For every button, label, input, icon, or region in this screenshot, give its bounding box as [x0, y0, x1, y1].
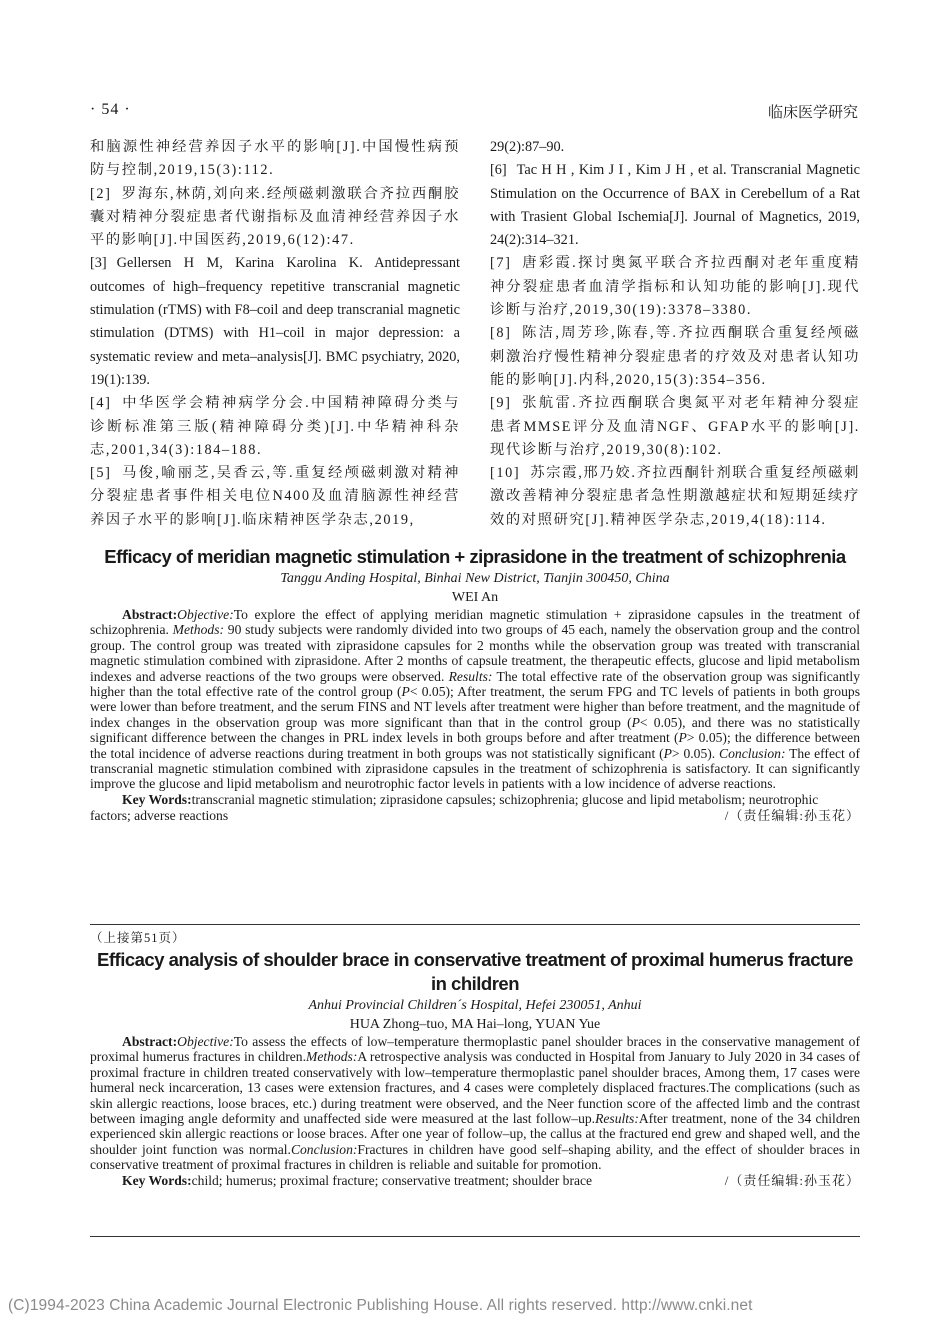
reference-number: [6]: [490, 162, 507, 179]
reference-text: 马俊,喻丽芝,吴香云,等.重复经颅磁刺激对精神分裂症患者事件相关电位N400及血清脑源性神经营养因子水平的影响[J].临床精神医学杂志,2019,: [90, 465, 460, 528]
methods-text: 90 study subjects were randomly divided into two groups of 45 each, namely the observation group and the control group. The control group was treated with ziprasidone capsules for 2 months while the observation group was treated with transcranial magnetic stimulation combined with ziprasidone. After 2 months of capsule treatment, the therapeutic effects, glucose and lipid metabolism indexes and adverse reactions of the two groups were observed.: [90, 622, 861, 684]
reference-item: [490, 159, 860, 252]
abstract-label: Abstract:: [122, 1034, 178, 1049]
results-text: < 0.05); After treatment, the serum FPG and TC levels of patients in both groups were lower than before treatment, and the serum FINS and NT levels after treatment were higher than before treatment, and the magnitude of index changes in the observation group was more significant than that in the control group (: [90, 684, 860, 730]
reference-number: [2]: [90, 185, 112, 202]
article-2-keywords: [90, 1173, 860, 1189]
reference-item: [490, 462, 860, 532]
article-2-english-abstract: [90, 948, 860, 1189]
reference-text: 29(2):87–90.: [490, 139, 565, 155]
continued-note: （上接第51页）: [90, 931, 186, 945]
reference-number: [10]: [490, 465, 521, 482]
conclusion-label: Conclusion:: [290, 1141, 358, 1157]
methods-label: Methods:: [306, 1049, 358, 1065]
methods-text: A retrospective analysis was conducted in Hospital from January to July 2020 in 34 cases of proximal fracture in children treated conservatively with low–temperature thermoplastic panel shoulder braces, Among them, 17 cases were humeral neck incarceration, 13 cases were extension fractures, and 4 cases were completely displaced fractures.The complications (such as skin allergic reactions, loose braces, etc.) during treatment were observed, and the Neer function score of the affected limb and the contrast between imaging angle deformity and unaffected side were measured at the last follow–up.: [90, 1049, 860, 1127]
editor-note: /（责任编辑:孙玉花）: [724, 807, 860, 823]
reference-text: Tac H H , Kim J I , Kim J H , et al. Transcranial Magnetic Stimulation on the Occurrence of BAX in Cerebellum of a Rat with Trasient Global Ischemia[J]. Journal of Magnetics, 2019, 24(2):314–321.: [490, 162, 860, 249]
page-number: · 54 ·: [90, 101, 131, 118]
article-1-affiliation: Tanggu Anding Hospital, Binhai New District, Tianjin 300450, China: [280, 571, 670, 586]
references-left-column: [90, 136, 460, 532]
reference-text: 中华医学会精神病学分会.中国精神障碍分类与诊断标准第三版(精神障碍分类)[J].中华精神科杂志,2001,34(3):184–188.: [90, 395, 460, 458]
reference-text: 唐彩霞.探讨奥氮平联合齐拉西酮对老年重度精神分裂症患者血清学指标和认知功能的影响[J].现代诊断与治疗,2019,30(19):3378–3380.: [490, 255, 860, 319]
article-2-abstract: [90, 1034, 860, 1173]
article-1-title: Efficacy of meridian magnetic stimulation + ziprasidone in the treatment of schizophrenia: [104, 546, 846, 567]
article-2-authors: HUA Zhong–tuo, MA Hai–long, YUAN Yue: [349, 1017, 601, 1032]
article-1-keywords: [90, 792, 860, 824]
reference-item: [490, 136, 860, 159]
conclusion-label: Conclusion:: [719, 745, 786, 761]
reference-item: [90, 136, 460, 183]
keywords-label: Key Words:: [122, 791, 192, 807]
objective-label: Objective:: [177, 607, 234, 622]
objective-label: Objective:: [177, 1034, 234, 1049]
methods-label: Methods:: [172, 622, 225, 638]
conclusion-text: The effect of transcranial magnetic stimulation combined with ziprasidone capsules in the treatment of schizophrenia is satisfactory. It can significantly improve the glucose and lipid metabolism and neurotrophic factor levels in patients with a low incidence of adverse reactions.: [90, 745, 860, 792]
section-divider: [90, 1236, 860, 1237]
keywords-label: Key Words:: [122, 1172, 192, 1188]
copyright-footer: (C)1994-2023 China Academic Journal Electronic Publishing House. All rights reserved. http://www.cnki.net: [8, 1297, 753, 1314]
keywords-text: transcranial magnetic stimulation; ziprasidone capsules; schizophrenia; glucose and lipid metabolism; neurotrophic factors; adverse reactions: [90, 791, 819, 823]
objective-text: To explore the effect of applying meridian magnetic stimulation + ziprasidone capsules in the treatment of schizophrenia.: [90, 607, 860, 638]
reference-text: 张航雷.齐拉西酮联合奥氮平对老年精神分裂症患者MMSE评分及血清NGF、GFAP水平的影响[J].现代诊断与治疗,2019,30(8):102.: [490, 395, 860, 458]
reference-item: [490, 392, 860, 462]
keywords-text: child; humerus; proximal fracture; conservative treatment; shoulder brace: [191, 1172, 593, 1188]
article-1-abstract: [90, 607, 860, 792]
p-symbol: P: [401, 684, 410, 700]
results-label: Results:: [448, 668, 493, 684]
reference-item: [90, 462, 460, 532]
abstract-label: Abstract:: [122, 607, 178, 622]
reference-item: [90, 252, 460, 392]
references-right-column: [490, 136, 860, 532]
results-label: Results:: [595, 1111, 639, 1127]
article-1-english-abstract: [90, 545, 860, 824]
article-2-title: Efficacy analysis of shoulder brace in conservative treatment of proximal humerus fracture in children: [97, 949, 853, 994]
results-text: < 0.05), and there was no statistically significant difference between the changes in PRL index levels in both groups before and after treatment (: [90, 714, 860, 746]
conclusion-text: Fractures in children have good self–shaping ability, and the effect of shoulder braces in conservative treatment of proximal fractures in children is reliable and suitable for promotion.: [90, 1141, 860, 1173]
p-symbol: P: [631, 714, 640, 730]
editor-note: /（责任编辑:孙玉花）: [724, 1172, 860, 1188]
reference-text: 陈洁,周芳珍,陈春,等.齐拉西酮联合重复经颅磁刺激治疗慢性精神分裂症患者的疗效及对患者认知功能的影响[J].内科,2020,15(3):354–356.: [490, 325, 860, 388]
reference-item: [490, 252, 860, 322]
objective-text: To assess the effects of low–temperature thermoplastic panel shoulder braces in the conservative management of proximal humerus fractures in children.: [90, 1034, 860, 1065]
results-text: After treatment, none of the 34 children experienced skin allergic reactions or loose braces. After one year of follow–up, the callus at the fractured end grew and shaped well, and the shoulder joint function was normal.: [90, 1111, 860, 1157]
article-1-author: WEI An: [451, 590, 499, 605]
journal-name: 临床医学研究: [767, 105, 858, 121]
reference-number: [5]: [90, 465, 112, 482]
reference-text: Gellersen H M, Karina Karolina K. Antidepressant outcomes of high–frequency repetitive transcranial magnetic stimulation (rTMS) with F8–coil and deep transcranial magnetic stimulation (DTMS) with H1–coil in major depression: a systematic review and meta–analysis[J]. BMC psychiatry, 2020, 19(1):139.: [90, 255, 460, 388]
reference-number: [7]: [490, 255, 512, 272]
p-symbol: P: [663, 745, 672, 761]
reference-item: [490, 322, 860, 392]
results-text: > 0.05).: [671, 745, 720, 761]
reference-text: 苏宗霞,邢乃姣.齐拉西酮针剂联合重复经颅磁刺激改善精神分裂症患者急性期激越症状和短期延续疗效的对照研究[J].精神医学杂志,2019,4(18):114.: [490, 465, 860, 528]
reference-number: [3]: [90, 255, 107, 272]
results-text: The total effective rate of the observation group was significantly higher than the total effective rate of the control group (: [90, 668, 860, 700]
p-symbol: P: [678, 730, 687, 746]
reference-text: 和脑源性神经营养因子水平的影响[J].中国慢性病预防与控制,2019,15(3):112.: [90, 139, 460, 179]
reference-item: [90, 183, 460, 253]
reference-number: [9]: [490, 395, 512, 412]
reference-number: [8]: [490, 325, 512, 342]
results-text: > 0.05); the difference between the total incidence of adverse reactions during treatment in both groups was not statistically significant (: [90, 730, 860, 761]
reference-number: [4]: [90, 395, 112, 412]
reference-item: [90, 392, 460, 462]
article-2-affiliation: Anhui Provincial Children´s Hospital, Hefei 230051, Anhui: [308, 998, 642, 1013]
reference-text: 罗海东,林荫,刘向来.经颅磁刺激联合齐拉西酮胶囊对精神分裂症患者代谢指标及血清神经营养因子水平的影响[J].中国医药,2019,6(12):47.: [90, 185, 460, 249]
section-divider: [90, 924, 860, 925]
